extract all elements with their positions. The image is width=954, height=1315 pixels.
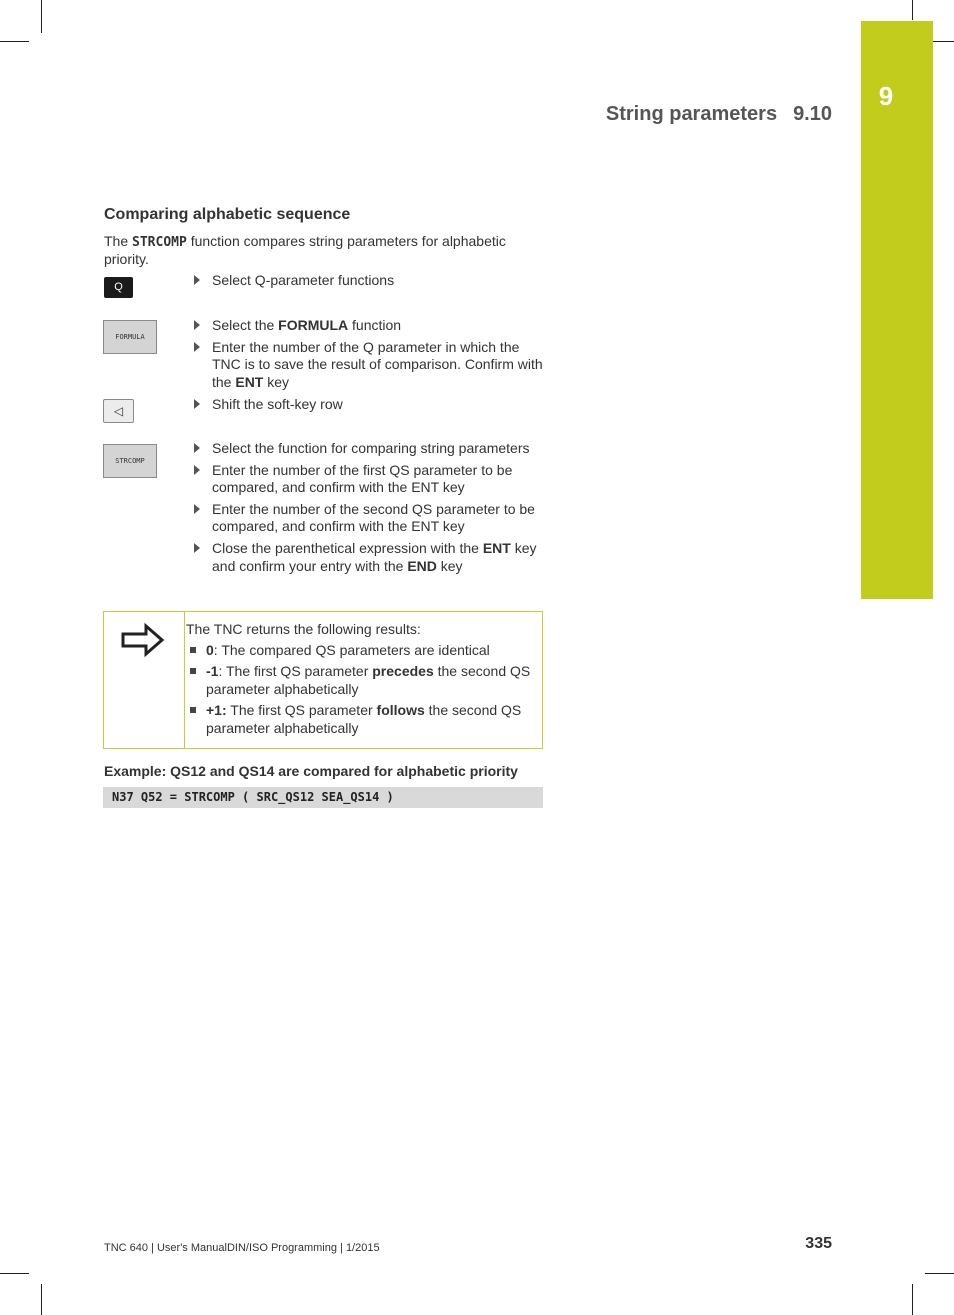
footer-text: TNC 640 | User's ManualDIN/ISO Programming | 1/2015 [104, 1242, 380, 1254]
result-value: 0 [206, 641, 214, 658]
triangle-right-icon [194, 504, 200, 514]
triangle-right-icon [194, 320, 200, 330]
strcomp-softkey: STRCOMP [103, 444, 157, 478]
note-divider [184, 612, 185, 748]
list-item [191, 501, 543, 536]
page-number: 335 [805, 1235, 832, 1252]
chapter-number: 9 [878, 81, 894, 111]
step-list [191, 440, 543, 579]
step-text: key and confirm your entry with the [212, 539, 537, 574]
crop-mark [41, 0, 42, 33]
step-text: Select Q-parameter functions [212, 272, 395, 288]
running-head-title: String parameters [605, 103, 778, 125]
step-list [191, 396, 543, 418]
example-title: Example: QS12 and QS14 are compared for alphabetic priority [104, 763, 518, 779]
arrow-right-outline-icon [120, 622, 166, 658]
list-item [186, 642, 536, 660]
list-item [186, 663, 536, 698]
running-head-section: 9.10 [793, 103, 832, 125]
step-text: Shift the soft-key row [212, 396, 343, 412]
square-icon [190, 668, 196, 674]
code-line: N37 Q52 = STRCOMP ( SRC_QS12 SEA_QS14 ) [103, 787, 543, 808]
note-content [186, 621, 536, 741]
formula-softkey: FORMULA [103, 320, 157, 354]
step-text: Close the parenthetical expression with the [212, 539, 483, 556]
crop-mark [912, 1284, 913, 1315]
result-text: The first QS parameter [226, 702, 377, 718]
square-icon [190, 647, 196, 653]
triangle-right-icon [194, 443, 200, 453]
result-text: the second QS parameter alphabetically [206, 702, 522, 736]
step-text: Enter the number of the second QS parameter to be compared, and confirm with the ENT key [212, 500, 535, 535]
list-item [186, 702, 536, 737]
shift-softkey-row-key: ◁ [103, 399, 134, 423]
step-text: Select the function for comparing string parameters [212, 440, 530, 456]
step-text: Enter the number of the Q parameter in which the TNC is to save the result of comparison. Confirm with the [212, 338, 543, 390]
crop-mark [925, 1273, 954, 1274]
intro-paragraph [104, 233, 544, 268]
triangle-right-icon [194, 543, 200, 553]
step-keyword: END [407, 557, 437, 574]
crop-mark [41, 1284, 42, 1315]
step-text: key [436, 557, 463, 574]
step-keyword: ENT [482, 539, 511, 556]
list-item [191, 317, 543, 335]
q-key: Q [104, 277, 133, 298]
triangle-right-icon [194, 342, 200, 352]
crop-mark [912, 0, 913, 20]
step-text: function [348, 317, 402, 333]
crop-mark [0, 1273, 29, 1274]
step-list [191, 317, 543, 395]
intro-suffix: function compares string parameters for alphabetic priority. [104, 233, 506, 267]
result-keyword: precedes [372, 663, 434, 679]
step-keyword: FORMULA [278, 317, 349, 333]
step-text: key [263, 373, 290, 390]
triangle-right-icon [194, 275, 200, 285]
crop-mark [0, 41, 29, 42]
step-list [191, 272, 543, 294]
list-item [191, 462, 543, 497]
result-list [186, 642, 536, 738]
chapter-tab [861, 21, 933, 599]
result-text: : The first QS parameter [218, 663, 373, 679]
step-text: Select the [212, 317, 279, 333]
result-value: +1: [206, 702, 227, 718]
list-item [191, 440, 543, 458]
list-item [191, 396, 543, 414]
list-item [191, 339, 543, 392]
section-title: Comparing alphabetic sequence [104, 206, 351, 223]
triangle-right-icon [194, 465, 200, 475]
result-value: -1 [206, 663, 219, 679]
result-text: : The compared QS parameters are identical [213, 641, 490, 658]
step-text: Enter the number of the first QS parameter to be compared, and confirm with the ENT key [212, 461, 513, 496]
note-lead: The TNC returns the following results: [186, 621, 421, 637]
result-text: the second QS parameter alphabetically [206, 663, 531, 697]
running-head [606, 103, 832, 126]
step-keyword: ENT [235, 373, 264, 390]
intro-keyword: STRCOMP [132, 235, 187, 250]
triangle-right-icon [194, 399, 200, 409]
note-box [103, 611, 543, 749]
square-icon [190, 707, 196, 713]
result-keyword: follows [376, 702, 425, 718]
list-item [191, 540, 543, 575]
list-item [191, 272, 543, 290]
intro-prefix: The [104, 233, 133, 249]
